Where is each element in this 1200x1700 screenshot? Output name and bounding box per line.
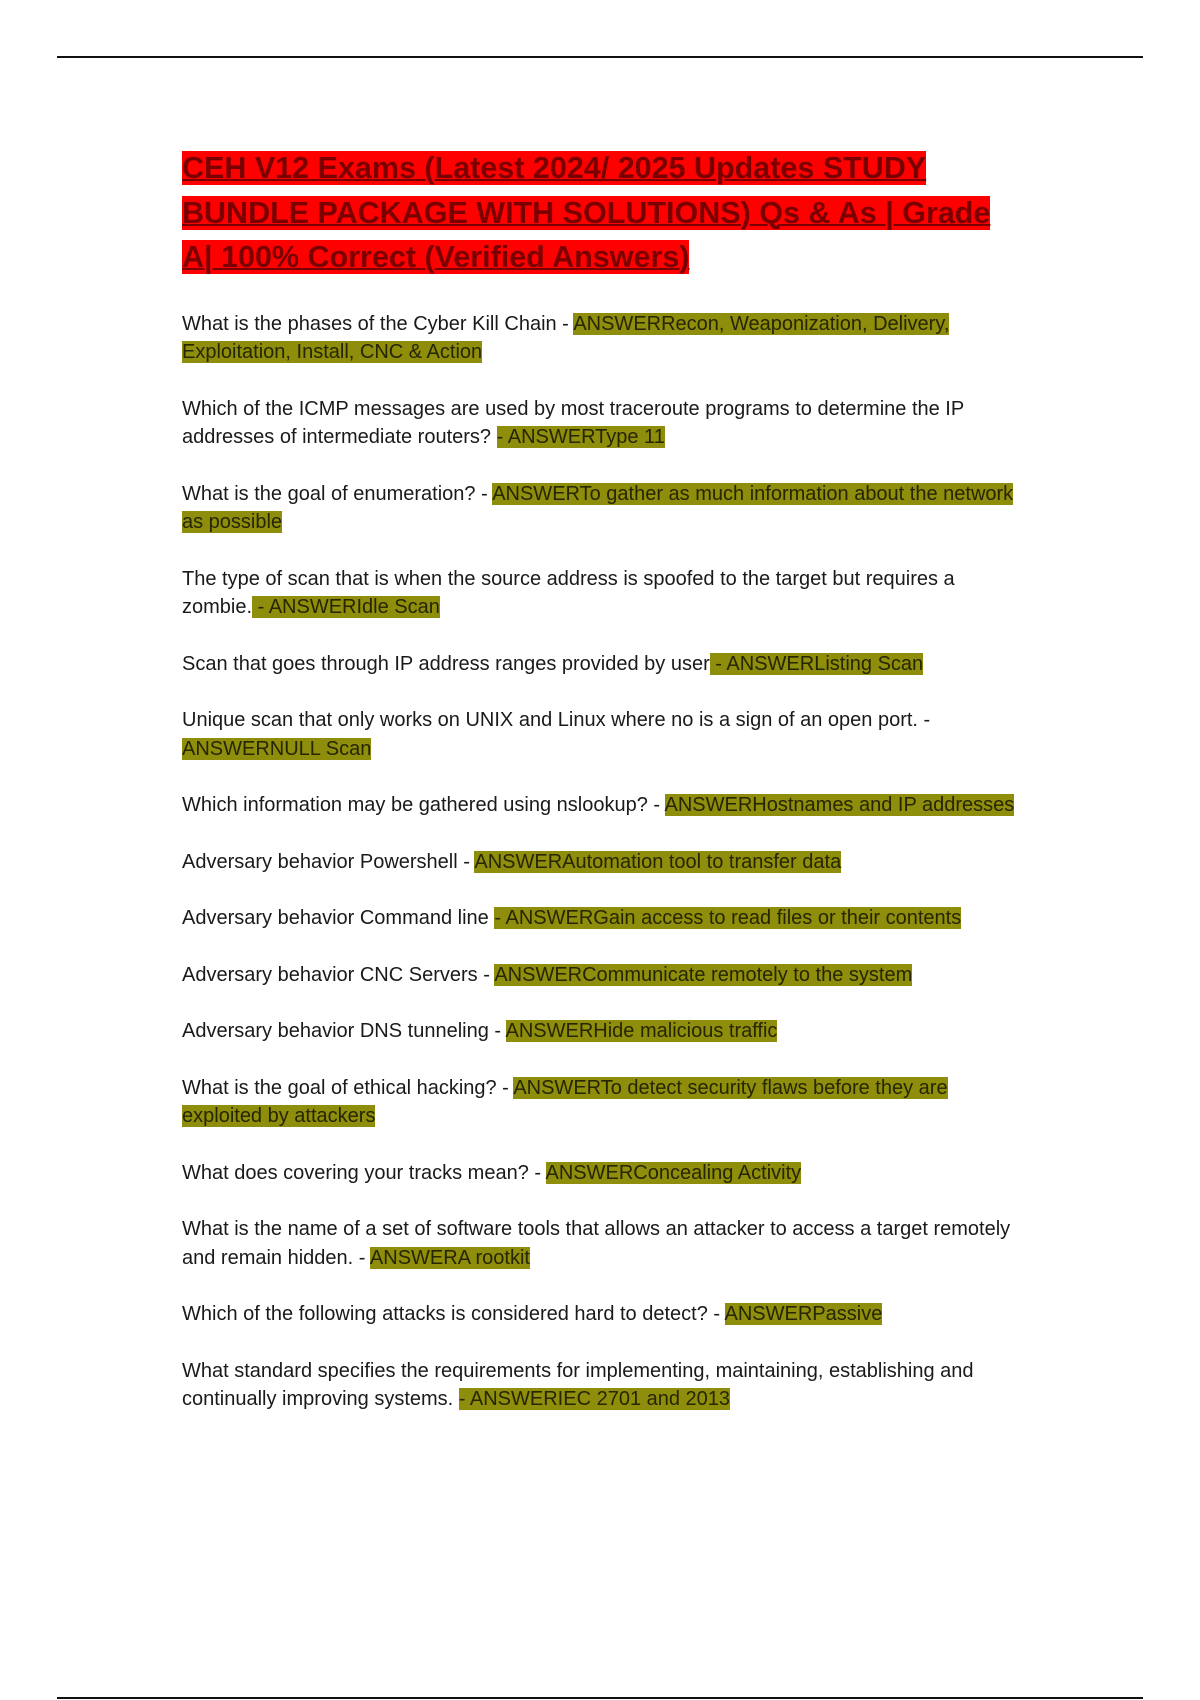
question-text: The type of scan that is when the source address is spoofed to the target but requires a zombie. xyxy=(182,567,955,618)
qa-item xyxy=(182,961,1020,990)
question-text: Adversary behavior Powershell - xyxy=(182,850,475,873)
question-text: What does covering your tracks mean? - xyxy=(182,1161,546,1184)
answer-highlight: - ANSWERIdle Scan xyxy=(252,596,440,618)
question-text: Scan that goes through IP address ranges provided by user xyxy=(182,652,710,675)
answer-highlight: ANSWERHostnames and IP addresses xyxy=(664,794,1015,816)
page-bottom-rule xyxy=(57,1697,1143,1699)
answer-highlight: ANSWERTo gather as much information about the network as possible xyxy=(182,482,1014,533)
question-text: What is the goal of ethical hacking? - xyxy=(182,1076,514,1099)
question-text: Which of the following attacks is considered hard to detect? - xyxy=(182,1303,725,1325)
question-text: Adversary behavior CNC Servers - xyxy=(182,963,495,986)
question-text: Unique scan that only works on UNIX and Linux where no is a sign of an open port. - xyxy=(182,709,931,731)
question-text: Adversary behavior Command line xyxy=(182,907,495,929)
question-text: Adversary behavior DNS tunneling - xyxy=(182,1020,506,1042)
qa-item xyxy=(182,480,1020,537)
qa-item xyxy=(182,1357,1020,1414)
answer-highlight: ANSWERRecon, Weaponization, Delivery, Exploitation, Install, CNC & Action xyxy=(182,312,950,363)
question-text: What standard specifies the requirements for implementing, maintaining, establishing and continually improving systems. xyxy=(182,1359,974,1410)
question-text: What is the name of a set of software tools that allows an attacker to access a target remotely and remain hidden. - xyxy=(182,1218,1011,1269)
question-text: What is the goal of enumeration? - xyxy=(182,482,493,505)
answer-highlight: ANSWERAutomation tool to transfer data xyxy=(474,850,842,873)
answer-highlight: ANSWERConcealing Activity xyxy=(545,1161,802,1184)
qa-item xyxy=(182,650,1020,679)
question-text: Which information may be gathered using nslookup? - xyxy=(182,794,665,816)
qa-item xyxy=(182,1017,1020,1046)
qa-item xyxy=(182,848,1020,877)
qa-list xyxy=(182,310,1020,1414)
answer-highlight: - ANSWERListing Scan xyxy=(709,652,924,675)
answer-highlight: - ANSWERType 11 xyxy=(496,426,665,448)
qa-item xyxy=(182,1074,1020,1131)
answer-highlight: ANSWERCommunicate remotely to the system xyxy=(494,963,913,986)
answer-highlight: ANSWERA rootkit xyxy=(369,1246,530,1269)
qa-item xyxy=(182,791,1020,820)
qa-item xyxy=(182,1300,1020,1329)
document-title xyxy=(182,146,1020,280)
qa-item xyxy=(182,904,1020,933)
answer-highlight: - ANSWERGain access to read files or their contents xyxy=(494,907,962,929)
qa-item xyxy=(182,1215,1020,1272)
document-title-text: CEH V12 Exams (Latest 2024/ 2025 Updates STUDY BUNDLE PACKAGE WITH SOLUTIONS) Qs & As | Grade A| 100% Correct (Verified Answers) xyxy=(182,151,991,274)
qa-item xyxy=(182,395,1020,452)
document-body xyxy=(182,146,1020,1442)
answer-highlight: - ANSWERIEC 2701 and 2013 xyxy=(458,1388,731,1410)
answer-highlight: ANSWERTo detect security flaws before they are exploited by attackers xyxy=(182,1076,948,1127)
page-top-rule xyxy=(57,56,1143,58)
answer-highlight: ANSWERNULL Scan xyxy=(182,737,372,760)
qa-item xyxy=(182,706,1020,763)
question-text: Which of the ICMP messages are used by most traceroute programs to determine the IP addresses of intermediate routers? xyxy=(182,397,964,448)
qa-item xyxy=(182,1159,1020,1188)
question-text: What is the phases of the Cyber Kill Chain - xyxy=(182,312,574,335)
answer-highlight: ANSWERHide malicious traffic xyxy=(505,1020,778,1042)
qa-item xyxy=(182,310,1020,367)
answer-highlight: ANSWERPassive xyxy=(724,1303,883,1325)
qa-item xyxy=(182,565,1020,622)
